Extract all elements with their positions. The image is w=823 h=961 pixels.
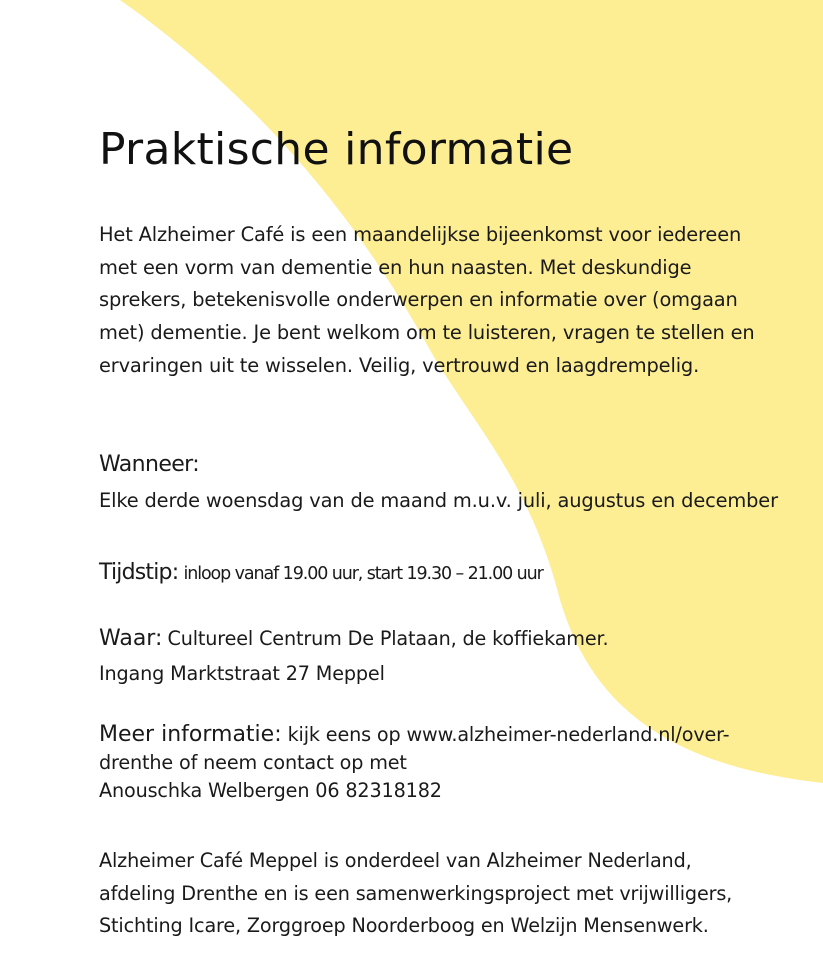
wanneer-label: Wanneer:	[99, 452, 200, 477]
tijdstip-text: inloop vanaf 19.00 uur, start 19.30 – 21.00 uur	[183, 564, 543, 584]
tijdstip-line	[99, 560, 543, 585]
waar-address: Ingang Marktstraat 27 Meppel	[99, 662, 385, 685]
tijdstip-label: Tijdstip:	[99, 560, 179, 585]
page-title: Praktische informatie	[99, 124, 574, 175]
meer-informatie-block	[99, 721, 759, 805]
footer-paragraph: Alzheimer Café Meppel is onderdeel van Alzheimer Nederland, afdeling Drenthe en is een samenwerkingsproject met vrijwilligers, Stichting Icare, Zorggroep Noorderboog en Welzijn Mensenwerk.	[99, 849, 733, 938]
waar-line	[99, 626, 608, 651]
meer-informatie-label: Meer informatie:	[99, 722, 282, 747]
meer-informatie-text-after: of neem contact op met	[179, 751, 407, 774]
website-link[interactable]: www.alzheimer-nederland.nl/over-drenthe	[99, 723, 730, 774]
wanneer-text: Elke derde woensdag van de maand m.u.v. juli, augustus en december	[99, 489, 778, 512]
waar-text: Cultureel Centrum De Plataan, de koffiekamer.	[167, 627, 609, 650]
waar-label: Waar:	[99, 626, 163, 651]
contact-person: Anouschka Welbergen 06 82318182	[99, 779, 442, 802]
meer-informatie-text-before: kijk eens op	[287, 723, 401, 746]
intro-paragraph: Het Alzheimer Café is een maandelijkse bijeenkomst voor iedereen met een vorm van dementie en hun naasten. Met deskundige sprekers, betekenisvolle onderwerpen en informatie over (omgaan met) dementie. Je bent welkom om te luisteren, vragen te stellen en ervaringen uit te wisselen. Veilig, vertrouwd en laagdrempelig.	[99, 223, 755, 377]
